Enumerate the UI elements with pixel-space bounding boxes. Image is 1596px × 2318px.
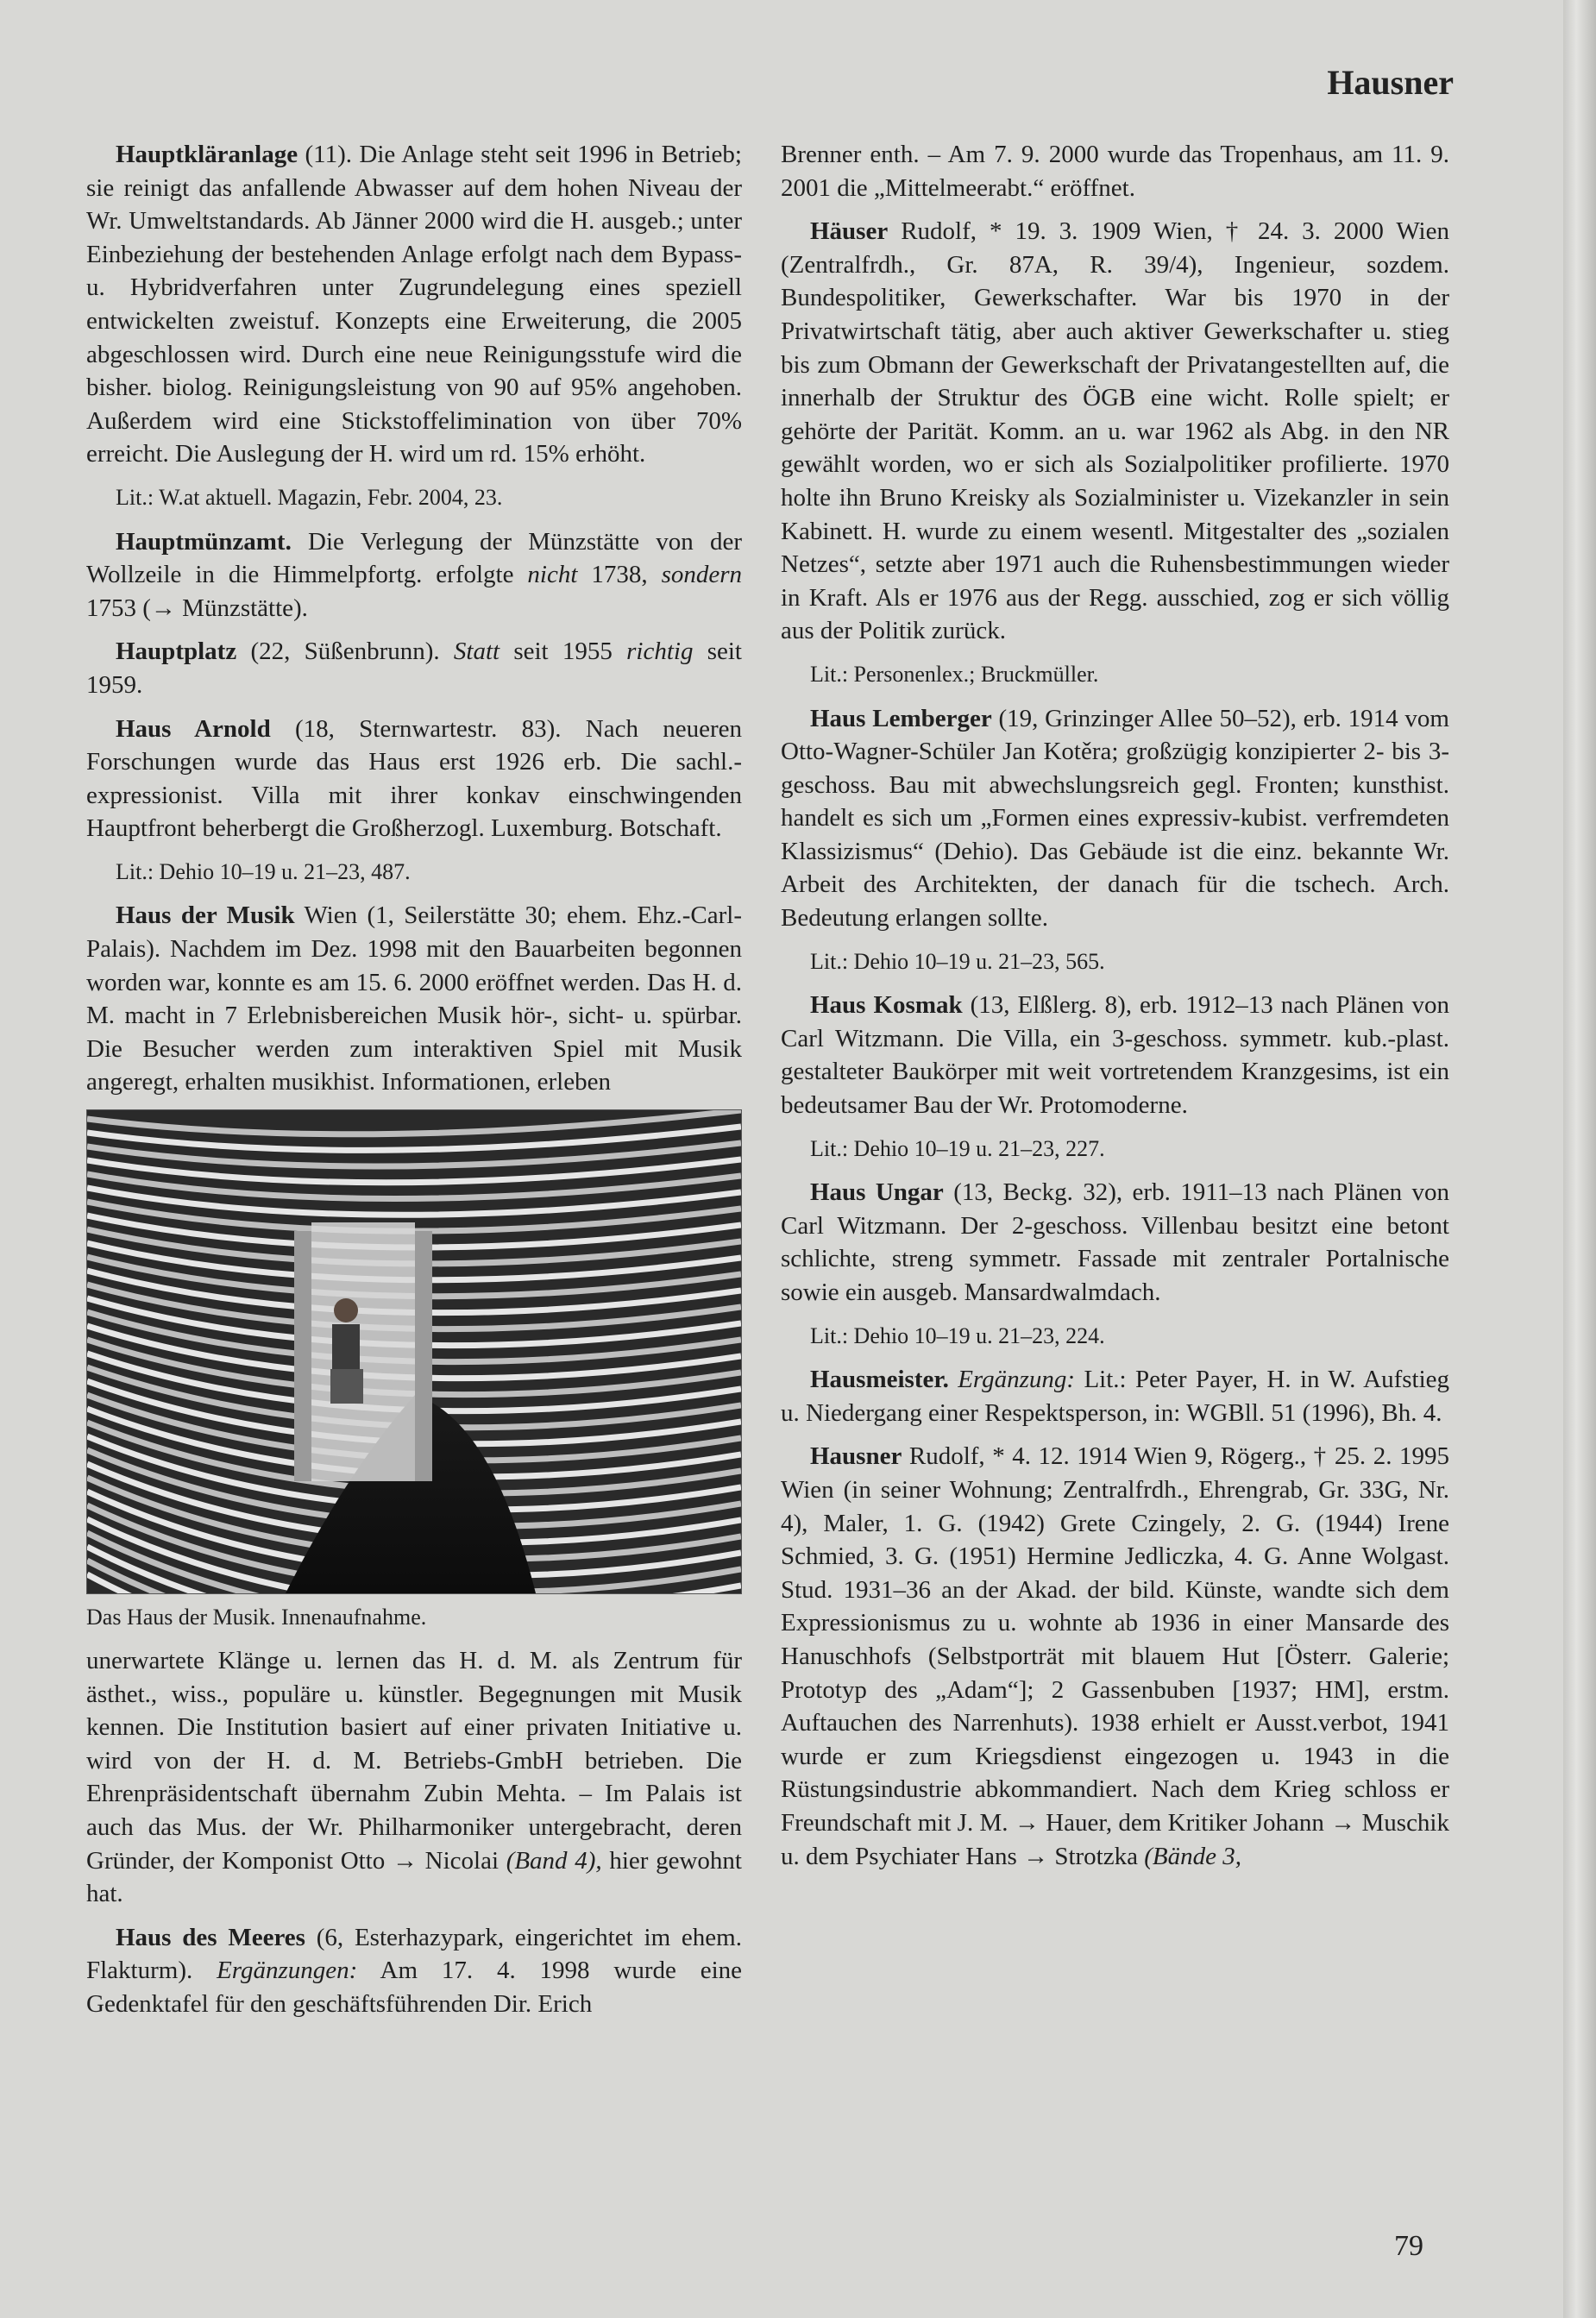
literature-reference: Lit.: W.at aktuell. Magazin, Febr. 2004, 23.: [116, 484, 503, 510]
entry: [86, 1921, 742, 2021]
entry-text: Wien (1, Seilerstätte 30; ehem. Ehz.-Carl-Palais). Nachdem im Dez. 1998 mit den Bauarbeiten begonnen worden war, konnte es am 15. 6. 2000 eröffnet werden. Das H. d. M. macht in 7 Erlebnisbereichen Musik hör-, sicht- u. spürbar. Die Besucher werden zum interaktiven Spiel mit Musik angeregt, erhalten musikhist. Informationen, erleben: [86, 901, 742, 1096]
entry-headword: Hausner: [810, 1442, 902, 1471]
entry-headword: Hausmeister.: [810, 1366, 949, 1394]
entry-headword: Haus Arnold: [116, 714, 271, 743]
entry-text: Ergänzung:: [958, 1366, 1076, 1394]
entry-text: Ergänzungen:: [217, 1957, 358, 1985]
left-entries-continued: [86, 1644, 742, 2021]
entry-text: Rudolf, * 19. 3. 1909 Wien, † 24. 3. 2000 Wien (Zentralfrdh., Gr. 87A, R. 39/4), Ingenieur, sozdem. Bundespolitiker, Gewerkschafter. War bis 1970 in der Privatwirtschaft tätig, aber auch aktiver Gewerkschafter u. stieg bis zum Obmann der Gewerkschaft der Privatangestellten auf, die innerhalb der Struktur des ÖGB eine wicht. Rolle spielt; er gehörte der Parität. Komm. an u. war 1962 als Abg. in den NR gewählt worden, wo er sich als Sozialpolitiker profilierte. 1970 holte ihn Bruno Kreisky als Sozialminister u. Vizekanzler in sein Kabinett. H. wurde zu einem wesentl. Mitgestalter des „sozialen Netzes“, setzte aber 1971 auch die Ruhensbestimmungen wieder in Kraft. Als er 1976 aus der Regg. ausschied, zog er sich völlig aus der Politik zurück.: [781, 217, 1449, 645]
entry-headword: Haus Lemberger: [810, 704, 992, 732]
entry: [781, 1440, 1449, 1873]
literature-reference: Lit.: Personenlex.; Bruckmüller.: [810, 661, 1099, 687]
entry-text: Rudolf, * 4. 12. 1914 Wien 9, Rögerg., † 25. 2. 1995 Wien (in seiner Wohnung; Zentralfrdh., Ehrengrab, Gr. 33G, Nr. 4), Maler, 1. G. (1942) Grete Czingely, 2. G. (1944) Irene Schmied, 3. G. (1951) Hermine Jedliczka, 4. G. Anne Wolgast. Stud. 1931–36 an der Akad. der bild. Künste, wandte sich dem Expressionismus zu u. wohnte ab 1936 in einer Mansarde des Hanuschhofs (Selbstporträt mit blauem Hut [Österr. Galerie; Prototyp des „Adam“]; 2 Gassenbuben [1937; HM], erstm. Auftauchen des Narrenhuts). 1938 erhielt er Ausst.verbot, 1941 wurde er zum Kriegsdienst eingezogen u. 1943 in die Rüstungsindustrie abkommandiert. Nach dem Krieg schloss er Freundschaft mit J. M. → Hauer, dem Kritiker Johann → Muschik u. dem Psychiater Hans → Strotzka: [781, 1442, 1449, 1870]
running-head: Hausner: [1327, 63, 1454, 102]
page-number: 79: [1394, 2230, 1423, 2262]
entry-text: (Bände 3,: [1144, 1842, 1241, 1870]
left-entries: [86, 138, 742, 1099]
entry: [781, 215, 1449, 648]
entry: [781, 1363, 1449, 1429]
entry-headword: Häuser: [810, 217, 889, 246]
entry: [86, 525, 742, 625]
entry-text: hier gewohnt hat.: [86, 1846, 742, 1908]
entry-text: (19, Grinzinger Allee 50–52), erb. 1914 vom Otto-Wagner-Schüler Jan Kotěra; großzügig konzipierter 2- bis 3-geschoss. Bau mit abwechslungsreich gegl. Fronten; kunsthist. handelt es sich um „Formen eines expressiv-kubist. verfremdeten Klassizismus“ (Dehio). Das Gebäude ist die einz. bekannte Wr. Arbeit des Architekten, der danach für die tschech. Arch. Bedeutung erlangen sollte.: [781, 704, 1449, 933]
entry-text: 1753 (→ Münzstätte).: [86, 594, 308, 622]
haus-der-musik-photo: [86, 1109, 742, 1594]
entry-text: nicht: [527, 561, 578, 589]
left-column: [86, 138, 742, 2032]
entry-headword: Haus Ungar: [810, 1178, 944, 1207]
entry: [86, 138, 742, 471]
figure-caption: Das Haus der Musik. Innenaufnahme.: [86, 1605, 427, 1630]
entry: [781, 138, 1449, 204]
entry-headword: Haus der Musik: [116, 901, 295, 930]
entry-text: [949, 1366, 958, 1393]
entry: [86, 635, 742, 701]
entry-text: (11). Die Anlage steht seit 1996 in Betrieb; sie reinigt das anfallende Abwasser auf dem hohen Niveau der Wr. Umweltstandards. Ab Jänner 2000 wird die H. ausgeb.; unter Einbeziehung der bestehenden Anlage erfolgt nach dem Bypass- u. Hybridverfahren unter Zugrundelegung eines speziell entwickelten zweistuf. Konzepts eine Erweiterung, die 2005 abgeschlossen wird. Durch eine neue Reinigungsstufe wird die bisher. biolog. Reinigungsleistung von 90 auf 95% angehoben. Außerdem wird eine Stickstoffelimination von über 70% erreicht. Die Auslegung der H. wird um rd. 15% erhöht.: [86, 141, 742, 468]
entry-text: richtig: [626, 638, 694, 666]
entry-headword: Hauptmünzamt.: [116, 527, 292, 556]
entry: [86, 1644, 742, 1911]
entry: [86, 713, 742, 845]
page-edge: [1563, 0, 1596, 2318]
entry-text: (13, Elßlerg. 8), erb. 1912–13 nach Plänen von Carl Witzmann. Die Villa, ein 3-geschoss. symmetr. kub.-plast. gestalteter Baukörper mit weit vortretendem Kranzgesims, ist ein bedeutsamer Bau der Wr. Protomoderne.: [781, 991, 1449, 1120]
entry-text: Statt: [453, 638, 500, 666]
entry-text: 1738,: [577, 561, 662, 589]
entry-text: (13, Beckg. 32), erb. 1911–13 nach Plänen von Carl Witzmann. Der 2-geschoss. Villenbau besitzt eine betont schlichte, streng symmetr. Fassade mit zentraler Portalnische sowie ein ausgeb. Mansardwalmdach.: [781, 1178, 1449, 1306]
entry-text: (Band 4),: [506, 1846, 602, 1875]
entry: [781, 702, 1449, 935]
entry: [781, 1176, 1449, 1309]
literature-reference: Lit.: Dehio 10–19 u. 21–23, 227.: [810, 1135, 1105, 1161]
literature-reference: Lit.: Dehio 10–19 u. 21–23, 224.: [810, 1322, 1105, 1348]
literature-reference: Lit.: Dehio 10–19 u. 21–23, 565.: [810, 948, 1105, 974]
entry-headword: Hauptplatz: [116, 638, 237, 666]
literature-reference: Lit.: Dehio 10–19 u. 21–23, 487.: [116, 858, 411, 884]
entry-headword: Haus des Meeres: [116, 1923, 305, 1951]
entry-text: (22, Süßenbrunn).: [236, 638, 454, 666]
entry-text: (18, Sternwartestr. 83). Nach neueren Forschungen wurde das Haus erst 1926 erb. Die sachl.-expressionist. Villa mit ihrer konkav einschwingenden Hauptfront beherbergt die Großherzogl. Luxemburg. Botschaft.: [86, 714, 742, 843]
entry-text: seit 1959.: [86, 638, 742, 699]
entry-text: unerwartete Klänge u. lernen das H. d. M. als Zentrum für ästhet., wiss., populäre u. künstler. Begegnungen mit Musik kennen. Die Institution basiert auf einer privaten Initiative u. wird von der H. d. M. Betriebs-GmbH betrieben. Die Ehrenpräsidentschaft übernahm Zubin Mehta. – Im Palais ist auch das Mus. der Wr. Philharmoniker untergebracht, deren Gründer, der Komponist Otto → Nicolai: [86, 1647, 742, 1875]
entry-text: sondern: [661, 561, 743, 589]
entry-headword: Hauptkläranlage: [116, 141, 298, 168]
entry: [86, 899, 742, 1099]
right-column: [781, 138, 1449, 1883]
entry-text: Die Verlegung der Münzstätte von der Wollzeile in die Himmelpfortg. erfolgte: [86, 527, 742, 589]
entry-text: (6, Esterhazypark, eingerichtet im ehem. Flakturm).: [86, 1923, 742, 1985]
entry-text: Am 17. 4. 1998 wurde eine Gedenktafel für den geschäftsführenden Dir. Erich: [86, 1957, 742, 2018]
right-entries: [781, 138, 1449, 1873]
entry-text: Lit.: Peter Payer, H. in W. Aufstieg u. Niedergang einer Respektsperson, in: WGBll. 51 (1996), Bh. 4.: [781, 1366, 1450, 1427]
entry: [781, 989, 1449, 1121]
figure: [86, 1109, 742, 1632]
entry-text: seit 1955: [500, 638, 627, 666]
entry-headword: Haus Kosmak: [810, 991, 963, 1020]
entry-text: Brenner enth. – Am 7. 9. 2000 wurde das Tropenhaus, am 11. 9. 2001 die „Mittelmeerabt.“ eröffnet.: [781, 141, 1449, 202]
visitor-figure: [334, 1298, 358, 1322]
